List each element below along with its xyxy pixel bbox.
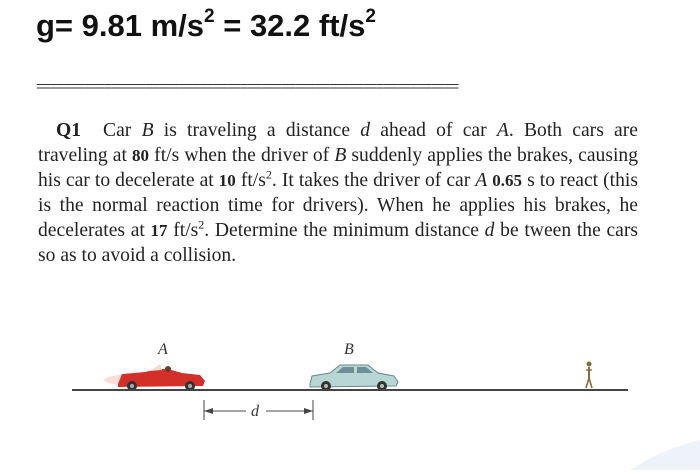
label-car-b: B	[344, 341, 354, 358]
separator-line: ==============================================================	[36, 82, 458, 94]
problem-number: Q1	[56, 120, 82, 141]
var-car-b: B	[141, 120, 154, 141]
person-icon	[586, 362, 592, 389]
header-exponent-2: 2	[365, 5, 376, 27]
reaction-time: 0.65	[492, 171, 523, 190]
distance-dimension	[204, 400, 313, 420]
decel-a: 17	[150, 221, 168, 240]
car-b-icon	[310, 365, 398, 391]
var-d-2: d	[484, 220, 495, 241]
var-d: d	[360, 120, 371, 141]
corner-decoration	[610, 430, 700, 470]
initial-speed: 80	[132, 146, 150, 165]
sq-2: 2	[198, 217, 205, 232]
header-prefix: g= 9.81 m/s	[36, 8, 205, 43]
var-car-a: A	[496, 120, 509, 141]
decel-b: 10	[218, 171, 236, 190]
var-car-a-2: A	[475, 170, 488, 191]
figure-drawing	[0, 336, 700, 470]
var-car-b-2: B	[334, 145, 347, 166]
problem-figure	[0, 336, 700, 470]
car-a-icon	[104, 364, 205, 391]
problem-statement: Q1 Car B is traveling a distance d ahead of car A. Both cars are traveling at 80 ft/s when the driver of B suddenly applies the brakes, causing his car to decelerate at 10 $ft/s^2$. It takes the driver of car A 0.65 s to react (this is the normal reaction time for drivers). When he applies his brakes, he decelerates at 17 $ft/s^2$. Determine the minimum distance d be tween the cars so as to avoid a collision.	[38, 120, 638, 266]
label-distance-d: d	[251, 403, 259, 420]
header-exponent-1: 2	[204, 5, 215, 27]
header-middle: = 32.2 ft/s	[214, 8, 366, 43]
label-car-a: A	[158, 341, 168, 358]
gravity-constants-header	[36, 5, 376, 44]
sq-1: 2	[265, 167, 272, 182]
